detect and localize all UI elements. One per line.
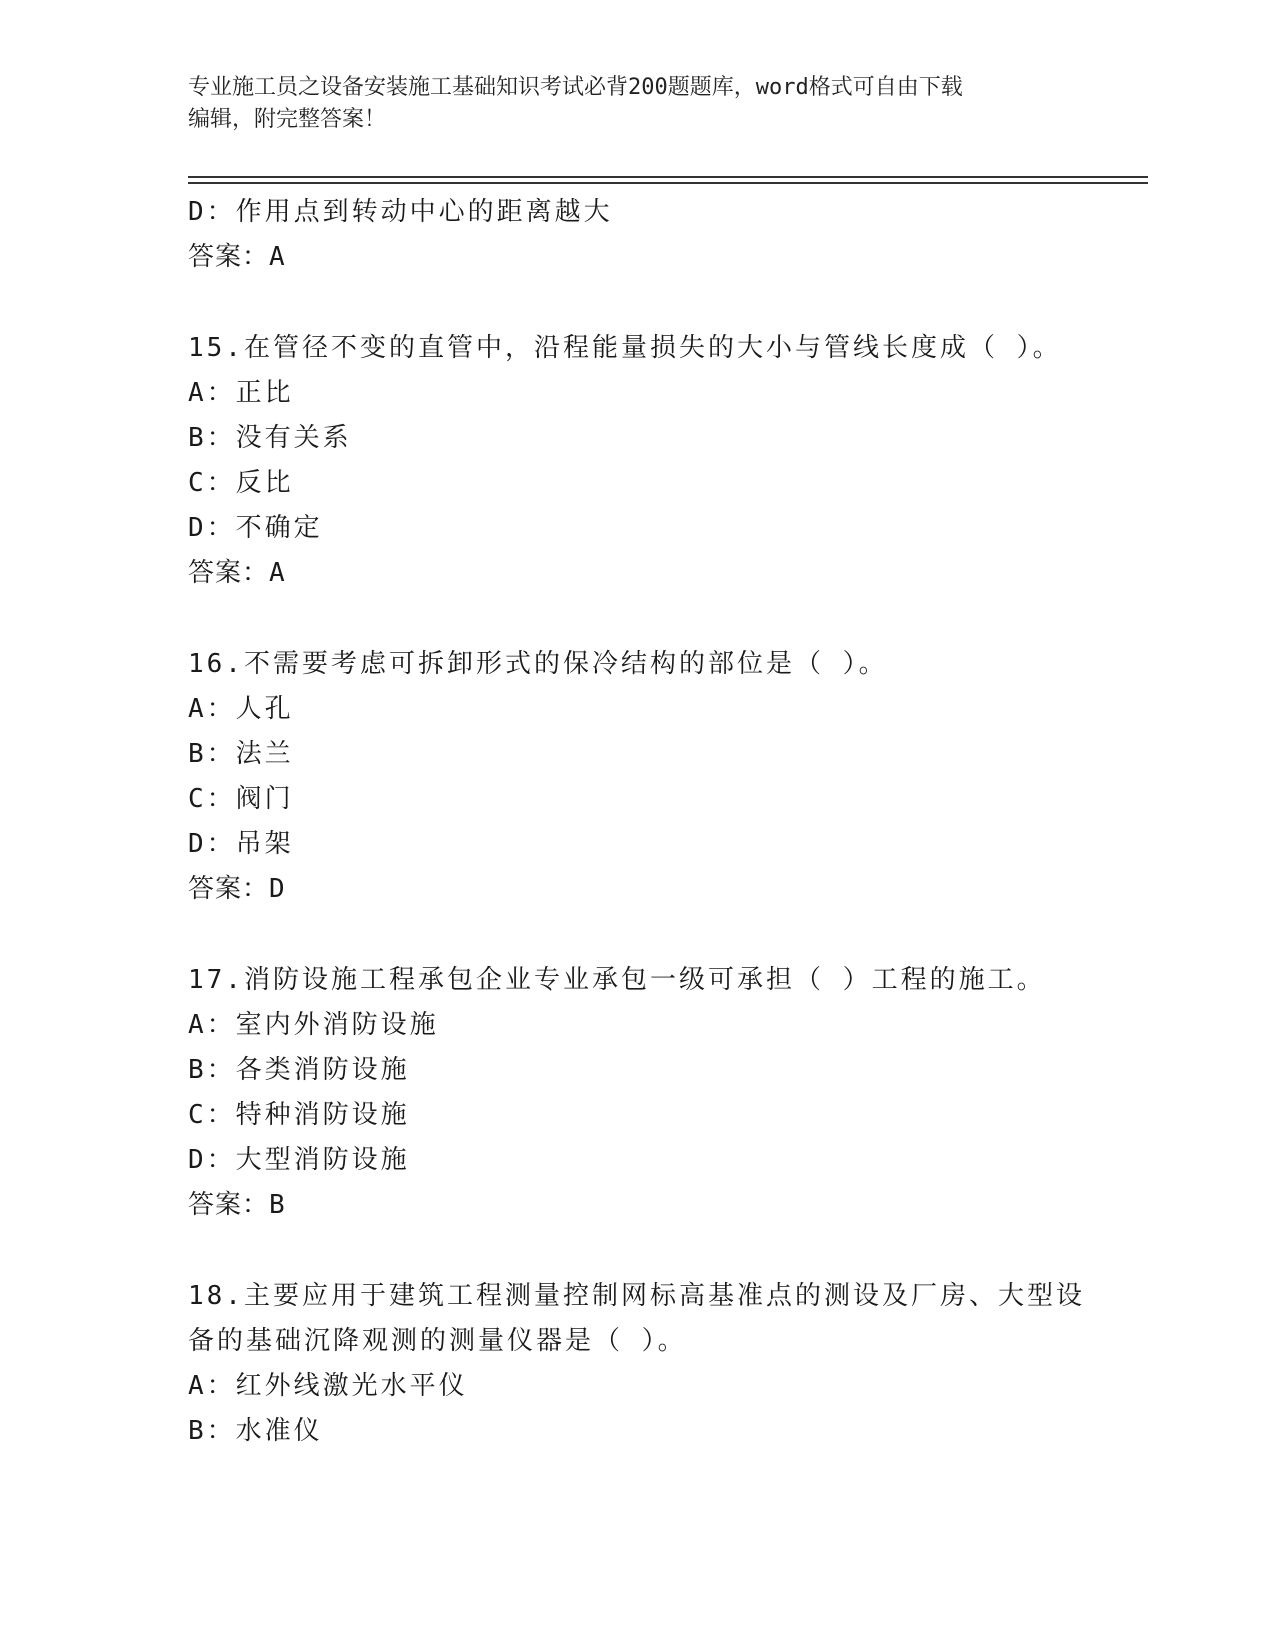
question-stem: 16.不需要考虑可拆卸形式的保冷结构的部位是（ ）。	[188, 649, 888, 679]
answer-line: 答案：B	[188, 1190, 286, 1220]
option-b: B：法兰	[188, 739, 294, 769]
spacer	[188, 596, 1088, 642]
option-c: C：反比	[188, 468, 294, 498]
spacer	[188, 1228, 1088, 1274]
option-d: D：不确定	[188, 513, 323, 543]
question-17	[188, 958, 1088, 1228]
header-divider-top	[188, 176, 1148, 178]
option-d: D：大型消防设施	[188, 1145, 410, 1175]
option-a: A：人孔	[188, 694, 294, 724]
answer-line: 答案：A	[188, 558, 286, 588]
header-line-2: 编辑，附完整答案！	[188, 107, 387, 132]
answer-line: 答案：D	[188, 874, 286, 904]
question-stem: 17.消防设施工程承包企业专业承包一级可承担（ ）工程的施工。	[188, 965, 1046, 995]
document-header	[188, 72, 1088, 136]
header-divider-bottom	[188, 182, 1148, 184]
option-a: A：红外线激光水平仪	[188, 1371, 468, 1401]
question-list	[188, 190, 1088, 1454]
header-line-1: 专业施工员之设备安装施工基础知识考试必背200题题库，word格式可自由下载	[188, 75, 963, 100]
question-stem-line-2: 备的基础沉降观测的测量仪器是（ ）。	[188, 1326, 687, 1356]
option-c: C：阀门	[188, 784, 294, 814]
option-a: A：室内外消防设施	[188, 1010, 439, 1040]
question-16	[188, 642, 1088, 912]
spacer	[188, 280, 1088, 326]
question-stem: 15.在管径不变的直管中，沿程能量损失的大小与管线长度成（ ）。	[188, 333, 1062, 363]
option-d: D：吊架	[188, 829, 294, 859]
question-18	[188, 1274, 1088, 1454]
question-15	[188, 326, 1088, 596]
question-14-tail	[188, 190, 1088, 280]
answer-line: 答案：A	[188, 242, 286, 272]
option-b: B：没有关系	[188, 423, 352, 453]
option-d: D：作用点到转动中心的距离越大	[188, 197, 613, 227]
option-b: B：水准仪	[188, 1416, 323, 1446]
option-b: B：各类消防设施	[188, 1055, 410, 1085]
option-c: C：特种消防设施	[188, 1100, 410, 1130]
option-a: A：正比	[188, 378, 294, 408]
spacer	[188, 912, 1088, 958]
question-stem-line-1: 18.主要应用于建筑工程测量控制网标高基准点的测设及厂房、大型设	[188, 1281, 1085, 1311]
